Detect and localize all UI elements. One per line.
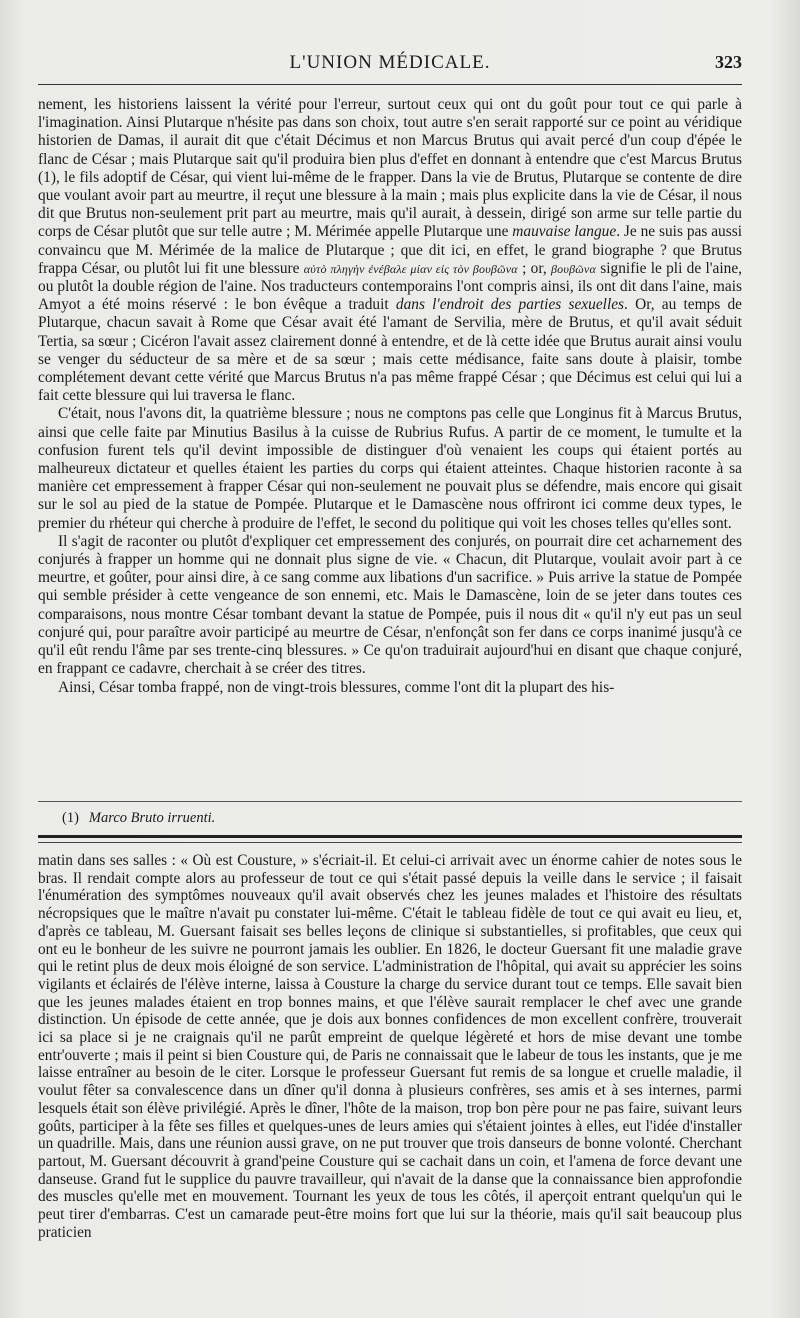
article-paragraph-2: C'était, nous l'avons dit, la quatrième blessure ; nous ne comptons pas celle que Longinus fit à Marcus Brutus, ainsi que celle faite par Minutius Basilus à la cuisse de Rubrius Rufus. A partir de ce moment, le tumulte et la confusion furent tels qu'il devint impossible de distinguer d'où venaient les coups qui étaient portés au malheureux dictateur et quelles étaient les parties du corps qui étaient atteintes. Chaque historien raconte à sa manière cet empressement à frapper César qui non-seulement ne pouvait plus se défendre, mais encore qui gisait sur le sol au pied de la statue de Pompée. Plutarque et le Damascène nous offriront ici comme deux types, le premier du rhéteur qui cherche à produire de l'effet, le second du politique qui voit les choses telles qu'elles sont. — [38, 405, 742, 532]
feuilleton-separator — [38, 835, 742, 838]
article-text: . Je ne suis pas aussi convaincu que M. Mérimée de la malice de Plutarque ; que dit ici, en effet, le grand biographe ? que Brutus frappa César, ou plutôt lui fit une blessure — [38, 223, 742, 277]
header-rule — [38, 84, 742, 85]
italic-phrase: dans l'endroit des parties sexuelles — [395, 296, 625, 314]
greek-quotation: αὐτὸ πληγὴν ἐνέβαλε μίαν εἰς τὸν βουβῶνα — [303, 261, 518, 276]
page-header — [38, 50, 742, 80]
article-text: ; or, — [517, 259, 551, 277]
article-text: nement, les historiens laissent la vérité pour l'erreur, surtout ceux qui ont du goût pour tout ce qui parle à l'imagination. Ainsi Plutarque n'hésite pas dans son choix, tout autre s'en serait rapporté sur ce point au véridique historien de Damas, il aurait dit que c'était Décimus et non Marcus Brutus qui avait percé d'un coup d'épée le flanc de César ; mais Plutarque sait qu'il produira bien plus d'effet en donnant à entendre que c'est Marcus Brutus (1), le fils adoptif de César, qui vient lui-même de le frapper. Dans la vie de Brutus, Plutarque se contente de dire que voulant avoir part au meurtre, il reçut une blessure à la main ; mais plus explicite dans la vie de César, il nous dit que Brutus non-seulement prit part au meurtre, mais qu'il aurait, à dessein, dirigé son arme sur telle partie du corps de César plutôt que sur telle autre ; M. Mérimée appelle Plutarque une — [38, 96, 742, 241]
feuilleton-paragraph: matin dans ses salles : « Où est Cousture, » s'écriait-il. Et celui-ci arrivait avec un énorme cahier de notes sous le bras. Il rendait compte alors au professeur de tout ce qui s'était passé depuis la veille dans le service ; il faisait l'énumération des symptômes nouveaux qu'il avait observés chez les jeunes malades et l'histoire des résultats nécropsiques que le maître n'avait pu constater lui-même. C'était le tableau fidèle de tout ce qui avait eu lieu, et, d'après ce tableau, M. Guersant faisait ses belles leçons de clinique si substantielles, si profitables, que ceux qui ont eu le bonheur de les suivre ne pourront jamais les oublier. En 1826, le docteur Guersant fit une maladie grave qui le retint plus de deux mois éloigné de son service. L'administration de l'hôpital, qui avait su apprécier les soins vigilants et éclairés de l'élève interne, laissa à Cousture la charge du service durant tout ce temps. Elle savait bien que les jeunes malades étaient en trop bonnes mains, et que l'élève saurait remplacer le chef avec une grande distinction. Un épisode de cette année, que je dois aux bonnes confidences de mon excellent confrère, trouverait ici sa place si je ne craignais qu'il ne parût empreint de quelque légèreté et hors de mise devant une tombe entr'ouverte ; mais il peint si bien Cousture qui, de Paris ne connaissait que le labeur de tous les instants, que je me laisse entraîner au besoin de le citer. Lorsque le professeur Guersant fut remis de sa longue et cruelle maladie, il voulut fêter sa convalescence dans un dîner qu'il donna à plusieurs confrères, ses amis et à ses internes, parmi lesquels était son élève privilégié. Après le dîner, l'hôte de la maison, trop bon père pour ne pas faire, suivant leurs goûts, participer à la fête ses filles et quelques-unes de leurs amies qui s'étaient jointes à elles, eut l'idée d'installer un quadrille. Mais, dans une réunion aussi grave, on ne put trouver que trois danseurs de bonne volonté. Cherchant partout, M. Guersant découvrit à grand'peine Cousture qui se cachait dans un coin, et l'amena de force devant une danseuse. Grand fut le supplice du pauvre travailleur, qui n'avait de la danse que la connaissance bien approfondie des muscles qu'elle met en mouvement. Tournant les yeux de tous les côtés, il aperçoit entrant quelqu'un qui le peut tirer d'embarras. C'est un camarade peut-être moins fort que lui sur la théorie, mais qu'il sait beaucoup plus praticien — [38, 852, 742, 1241]
page-number: 323 — [715, 52, 742, 72]
footnote — [62, 810, 215, 827]
italic-phrase: mauvaise langue — [512, 223, 617, 241]
article-text: signifie le pli de l'aine, ou plutôt la double région de l'aine. Nos traducteurs contemporains l'ont compris ainsi, ils ont dit dans l'aine, mais Amyot a été moins réservé : le bon évêque a traduit — [38, 259, 742, 314]
footnote-rule — [38, 801, 742, 802]
article-paragraph-1 — [38, 96, 742, 405]
article-body — [38, 96, 742, 697]
greek-word: βουβῶνα — [551, 261, 596, 276]
article-paragraph-4: Ainsi, César tomba frappé, non de vingt-trois blessures, comme l'ont dit la plupart des his- — [58, 678, 615, 696]
footnote-text: Marco Bruto irruenti. — [88, 810, 216, 826]
feuilleton-separator-thin — [38, 842, 742, 843]
running-title: L'UNION MÉDICALE. — [289, 52, 491, 73]
article-paragraph-3: Il s'agit de raconter ou plutôt d'expliquer cet empressement des conjurés, on pourrait dire cet acharnement des conjurés à frapper un homme qui ne donnait plus signe de vie. « Chacun, dit Plutarque, voulait avoir part à ce meurtre, et goûter, pour ainsi dire, à ce sang comme aux libations d'un sacrifice. » Puis arrive la statue de Pompée qui semble présider à cette vengeance de son ennemi, etc. Mais le Damascène, loin de se jeter dans toutes ces comparaisons, nous montre César tombant devant la statue de Pompée, puis il nous dit « qu'il n'y eut pas un seul conjuré qui, pour paraître avoir participé au meurtre de César, n'enfonçât son fer dans ce corps inanimé jusqu'à ce qu'il eût rendu l'âme par ses trente-cinq blessures. » Ce qu'on traduirait aujourd'hui en disant que chaque conjuré, en frappant ce cadavre, cherchait à se créer des titres. — [38, 532, 742, 678]
feuilleton-body — [38, 852, 742, 1241]
footnote-mark: (1) — [62, 810, 79, 826]
article-text: . Or, au temps de Plutarque, chacun savait à Rome que César avait été l'amant de Servilia, mère de Brutus, et qu'il avait séduit Tertia, sa sœur ; Cicéron l'avait assez clairement donné à entendre, et de là cette idée que Brutus aurait ainsi voulu se venger du séducteur de sa mère et de sa sœur ; mais cette médisance, faite sans doute à plaisir, tombe complétement devant cette vérité que Marcus Brutus n'a pas même frappé César ; que Décimus est celui qui lui a fait cette blessure qui lui traversa le flanc. — [38, 296, 742, 405]
